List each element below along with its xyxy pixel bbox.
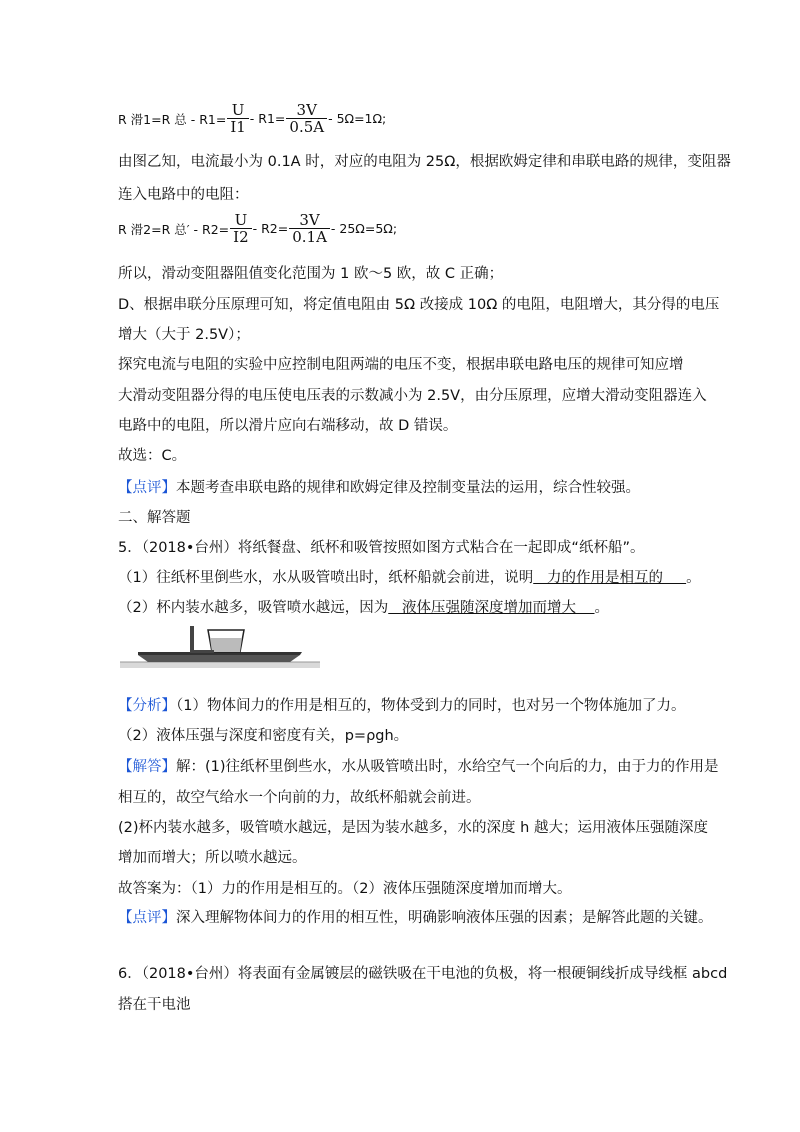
water-in-cup (210, 638, 242, 652)
comment-tag: 【点评】 (118, 910, 176, 926)
solution-block (118, 755, 719, 776)
formula-text: - 5Ω=1Ω; (328, 111, 387, 126)
text-line: 搭在干电池 (118, 997, 191, 1013)
numerator: U (231, 101, 245, 119)
formula-text: R 滑2=R 总′ - R2= (118, 221, 230, 237)
numerator: 3V (296, 101, 317, 119)
denominator: 0.5A (286, 118, 327, 135)
formula-text: - R1= (249, 111, 286, 126)
text-line: 大滑动变阻器分得的电压使电压表的示数减小为 2.5V，由分压原理，应增大滑动变阻器连入 (118, 388, 707, 404)
comment-text: 深入理解物体间力的作用的相互性，明确影响液体压强的因素；是解答此题的关键。 (176, 910, 713, 926)
denominator: I1 (227, 118, 248, 135)
comment-text: 本题考查串联电路的规律和欧姆定律及控制变量法的运用，综合性较强。 (176, 480, 640, 496)
question-5-part-2 (118, 596, 609, 617)
numerator: U (234, 211, 248, 229)
analysis-block (118, 694, 685, 715)
text-line: 增大（大于 2.5V）； (118, 327, 250, 343)
text-line: 所以，滑动变阻器阻值变化范围为 1 欧～5 欧，故 C 正确； (118, 266, 504, 282)
fraction-u-over-i2 (230, 212, 251, 245)
denominator: 0.1A (289, 228, 330, 245)
denominator: I2 (230, 228, 251, 245)
text-line: 由图乙知，电流最小为 0.1A 时，对应的电阻为 25Ω，根据欧姆定律和串联电路的规律，变阻器 (118, 154, 731, 170)
fraction-3v-over-01a (289, 212, 330, 245)
question-text: 。 (594, 600, 609, 616)
text-line: （2）液体压强与深度和密度有关，p=ρgh。 (118, 728, 409, 744)
answer-summary: 故答案为：（1）力的作用是相互的。（2）液体压强随深度增加而增大。 (118, 881, 572, 897)
paper-cup-boat-figure (120, 622, 320, 668)
formula-text: - 25Ω=5Ω; (330, 221, 398, 236)
question-5-part-1 (118, 566, 701, 587)
question-5: 5．（2018•台州）将纸餐盘、纸杯和吸管按照如图方式粘合在一起即成“纸杯船”。 (118, 540, 645, 556)
answer-blank: 液体压强随深度增加而增大 (388, 600, 595, 616)
fraction-3v-over-05a (286, 102, 327, 135)
answer-blank: 力的作用是相互的 (533, 570, 687, 586)
formula-r-slide-2 (118, 212, 397, 245)
comment-block (118, 906, 713, 927)
solution-tag: 【解答】 (118, 759, 176, 775)
text-line: D、根据串联分压原理可知，将定值电阻由 5Ω 改接成 10Ω 的电阻，电阻增大，其分得的电压 (118, 297, 720, 313)
text-line: (2)杯内装水越多，吸管喷水越远，是因为装水越多，水的深度 h 越大；运用液体压强随深度 (118, 820, 708, 836)
comment-tag: 【点评】 (118, 480, 176, 496)
formula-r-slide-1 (118, 102, 386, 135)
question-text: （2）杯内装水越多，吸管喷水越远，因为 (118, 600, 389, 616)
text-line: 电路中的电阻，所以滑片应向右端移动，故 D 错误。 (118, 418, 458, 434)
paper-plate (138, 655, 300, 662)
formula-text: R 滑1=R 总 - R1= (118, 111, 227, 127)
question-text: （1）往纸杯里倒些水，水从吸管喷出时，纸杯船就会前进，说明 (118, 570, 534, 586)
water-surface (120, 662, 320, 668)
analysis-text: （1）物体间力的作用是相互的，物体受到力的同时，也对另一个物体施加了力。 (176, 698, 686, 714)
text-line: 增加而增大；所以喷水越远。 (118, 850, 307, 866)
formula-text: - R2= (252, 221, 289, 236)
text-line: 连入电路中的电阻： (118, 187, 249, 203)
comment-block (118, 476, 640, 497)
section-heading: 二、解答题 (118, 510, 191, 526)
question-text: 。 (686, 570, 701, 586)
text-line: 探究电流与电阻的实验中应控制电阻两端的电压不变，根据串联电路电压的规律可知应增 (118, 357, 684, 373)
text-line: 相互的，故空气给水一个向前的力，故纸杯船就会前进。 (118, 790, 481, 806)
question-6: 6．（2018•台州）将表面有金属镀层的磁铁吸在干电池的负极，将一根硬铜线折成导线框 abcd (118, 966, 728, 982)
solution-text: 解：(1)往纸杯里倒些水，水从吸管喷出时，水给空气一个向后的力，由于力的作用是 (176, 759, 719, 775)
numerator: 3V (299, 211, 320, 229)
fraction-u-over-i1 (227, 102, 248, 135)
analysis-tag: 【分析】 (118, 698, 176, 714)
text-line: 故选：C。 (118, 448, 187, 464)
